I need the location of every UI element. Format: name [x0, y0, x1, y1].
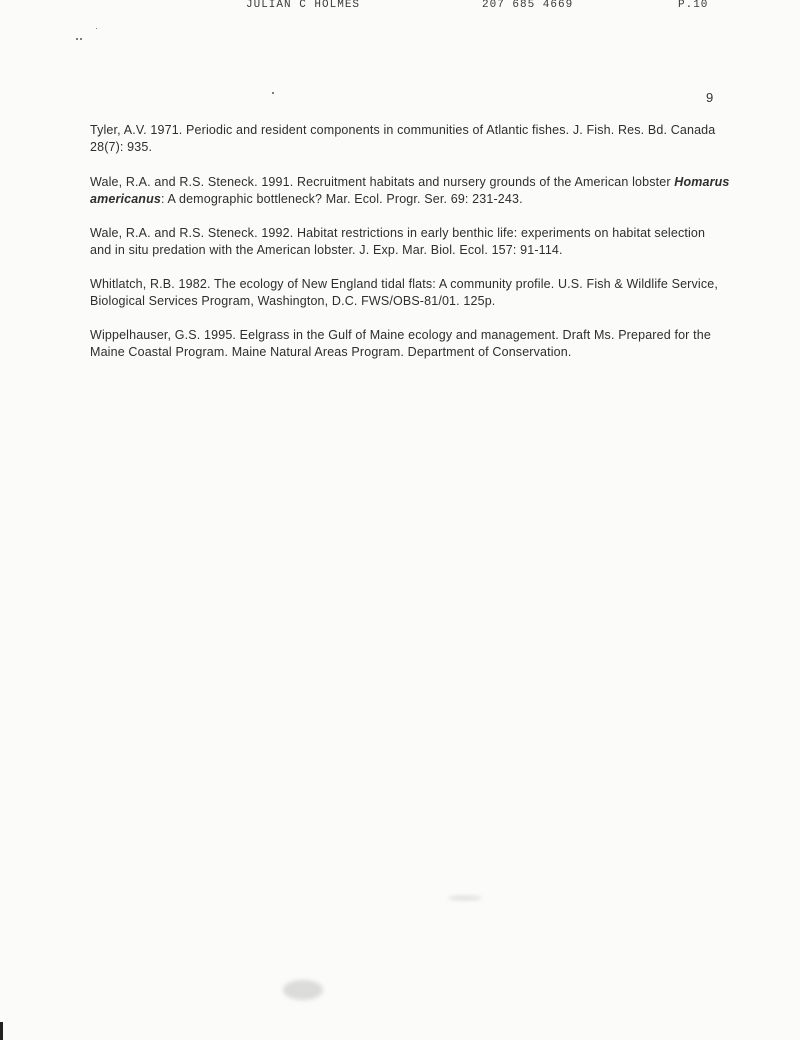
- fax-header: [0, 0, 800, 14]
- scan-speck: [76, 38, 78, 40]
- scan-speck: [80, 38, 82, 40]
- scan-smudge: [448, 896, 482, 900]
- scan-edge-mark: [0, 1022, 3, 1040]
- scan-smudge: [283, 980, 323, 1000]
- reference-list: [90, 122, 730, 378]
- scan-speck: [96, 28, 97, 29]
- reference-text: Wale, R.A. and R.S. Steneck. 1991. Recruitment habitats and nursery grounds of the American lobster: [90, 175, 675, 189]
- reference-entry: [90, 122, 730, 156]
- fax-page-number: P.10: [678, 0, 709, 11]
- reference-text-end: : A demographic bottleneck? Mar. Ecol. Progr. Ser. 69: 231-243.: [160, 192, 523, 206]
- reference-entry: [90, 225, 730, 259]
- reference-italic-text: Homarus americanus: [90, 175, 730, 206]
- scan-speck: [272, 92, 274, 94]
- reference-entry: [90, 327, 730, 361]
- page-number: 9: [706, 90, 714, 105]
- reference-text: Whitlatch, R.B. 1982. The ecology of New England tidal flats: A community profile. U.S. Fish & Wildlife Service, Biological Services Program, Washington, D.C. FWS/OBS-81/01. 125p.: [90, 277, 718, 308]
- reference-text: Wippelhauser, G.S. 1995. Eelgrass in the Gulf of Maine ecology and management. Draft Ms. Prepared for the Maine Coastal Program. Maine Natural Areas Program. Department of Conservation.: [90, 328, 711, 359]
- reference-entry: [90, 174, 730, 208]
- reference-text: Wale, R.A. and R.S. Steneck. 1992. Habitat restrictions in early benthic life: experiments on habitat selection and in situ predation with the American lobster. J. Exp. Mar. Biol. Ecol. 157: 91-114.: [90, 226, 706, 257]
- reference-entry: [90, 276, 730, 310]
- fax-phone-number: 207 685 4669: [482, 0, 574, 11]
- fax-sender: JULIAN C HOLMES: [246, 0, 361, 11]
- reference-text: Tyler, A.V. 1971. Periodic and resident components in communities of Atlantic fishes. J. Fish. Res. Bd. Canada 28(7): 935.: [90, 123, 716, 154]
